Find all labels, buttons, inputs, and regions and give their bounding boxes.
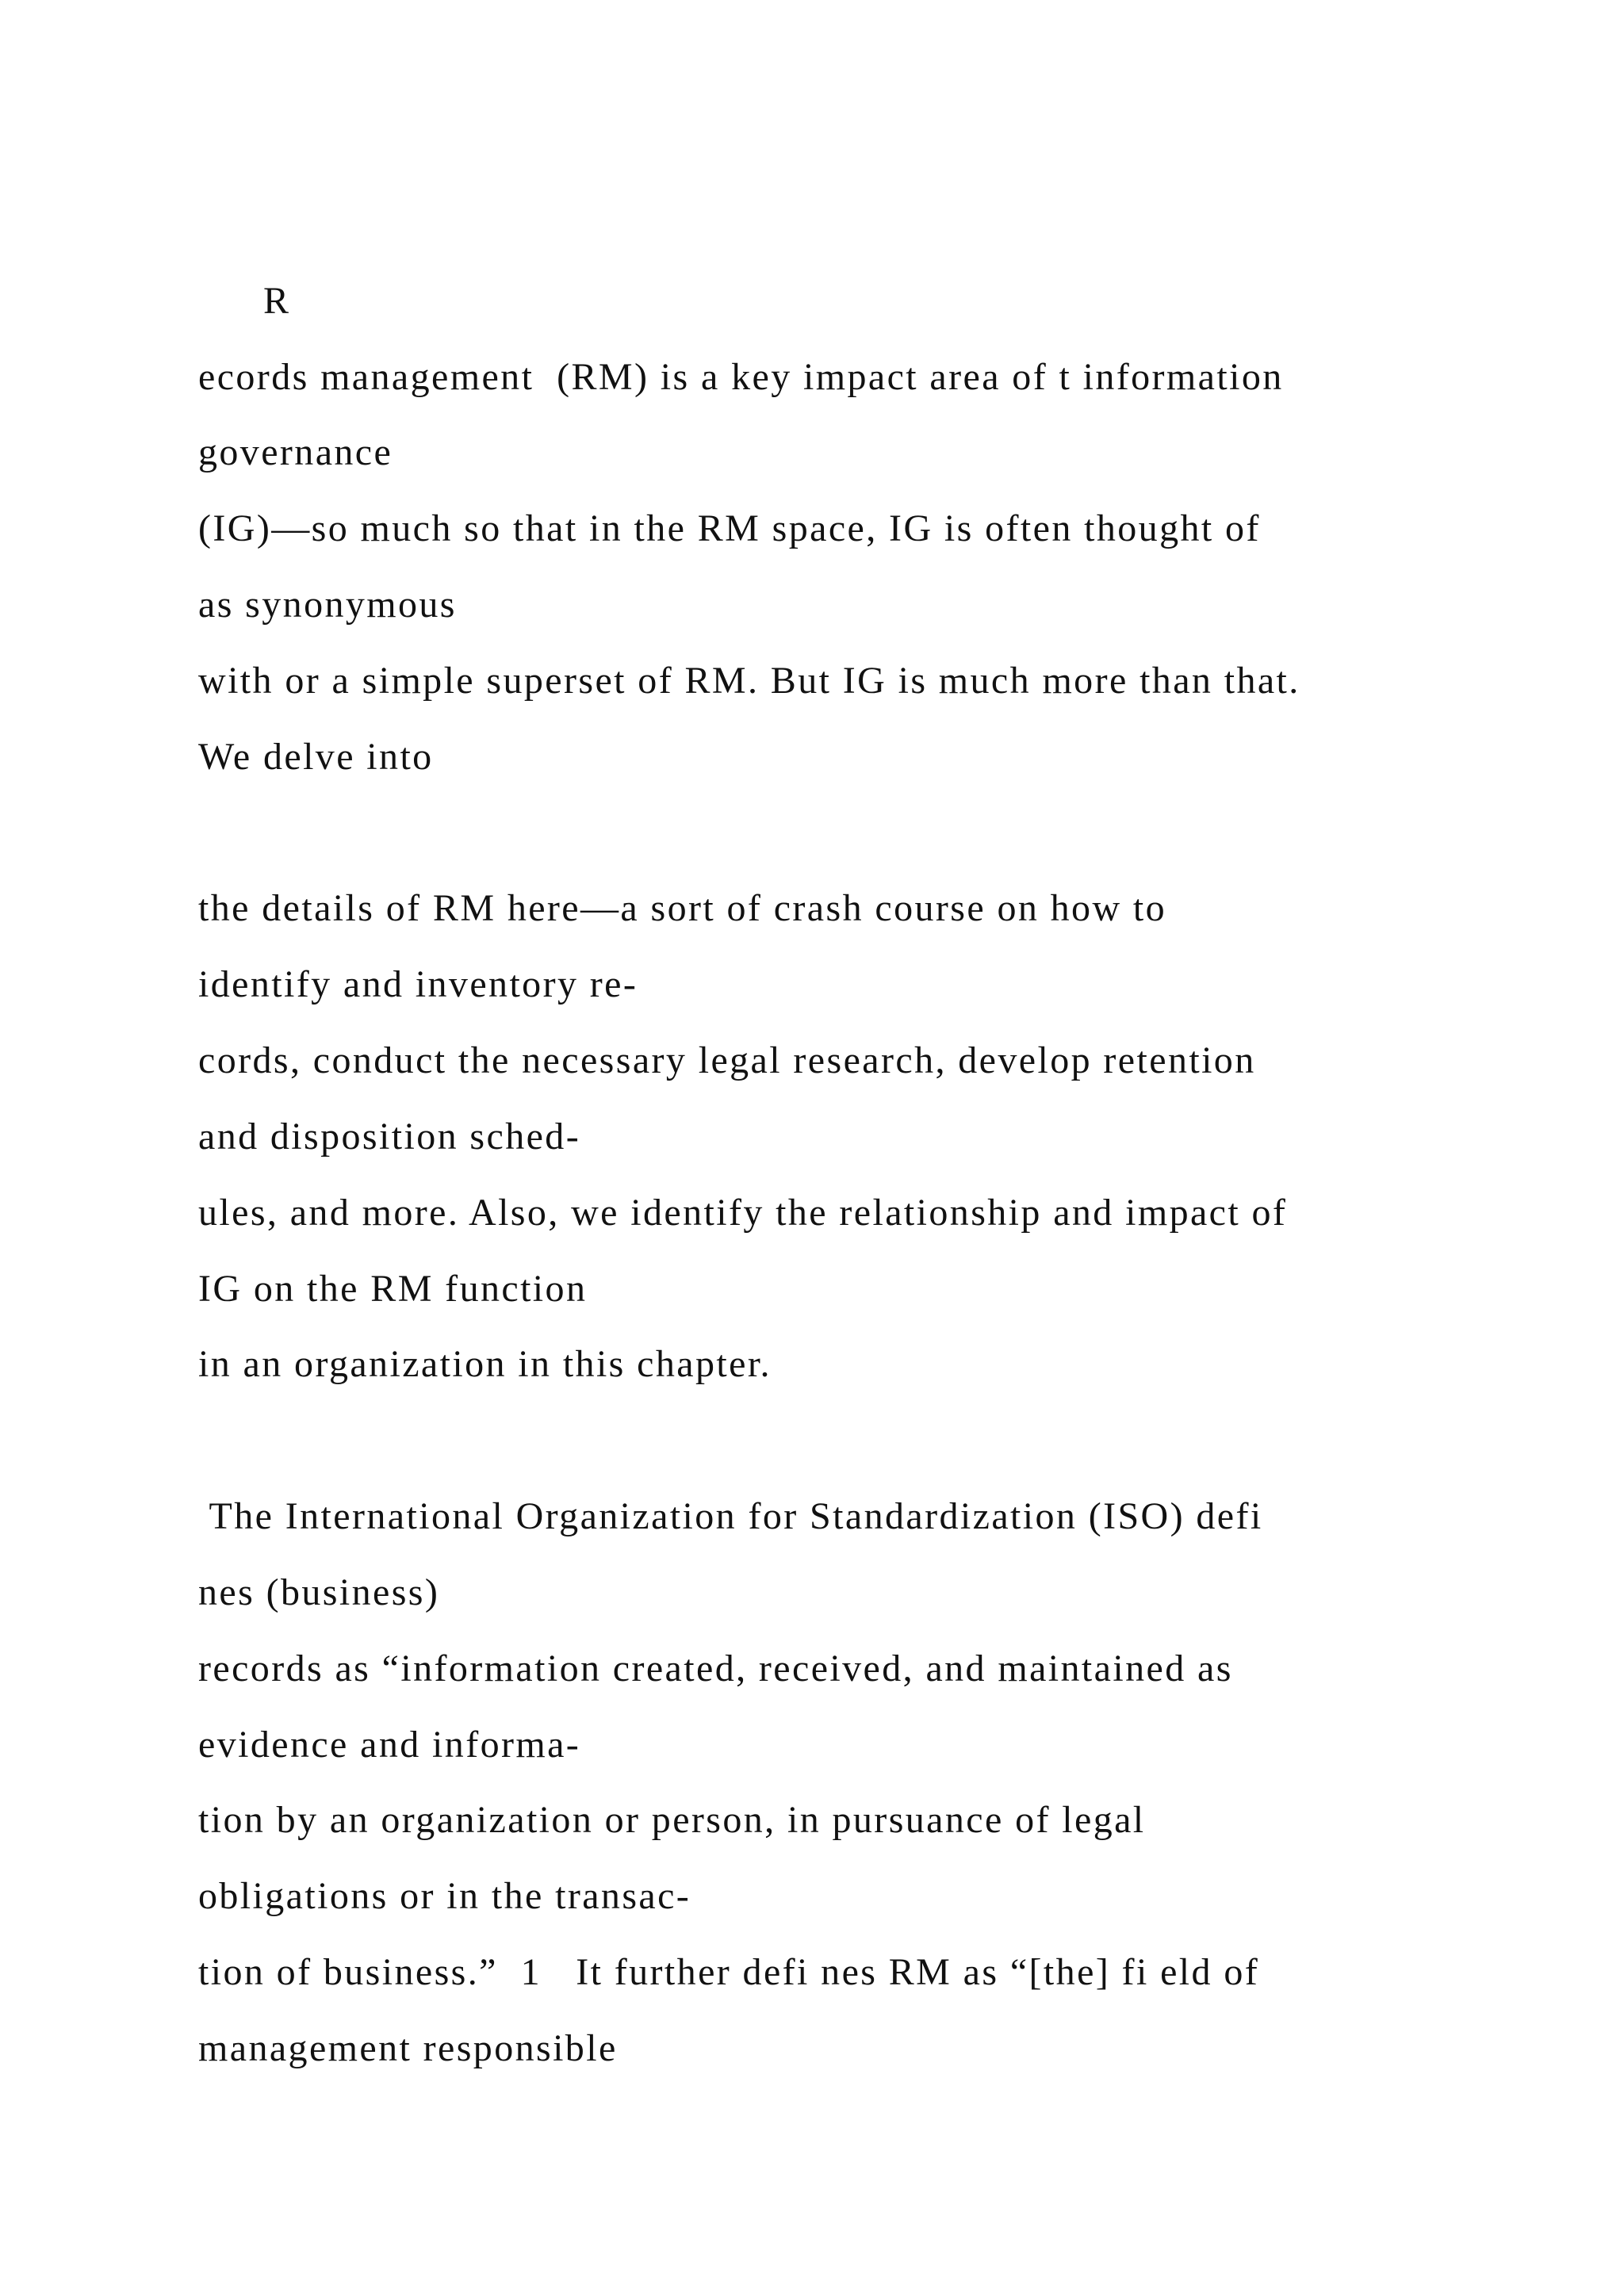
text-line: tion by an organization or person, in pursuance of legal — [198, 1799, 1146, 1841]
text-line: The International Organization for Standardization (ISO) defi — [198, 1495, 1263, 1537]
text-line: management responsible — [198, 2027, 618, 2069]
text-line: with or a simple superset of RM. But IG is much more than that. — [198, 660, 1300, 702]
text-line: in an organization in this chapter. — [198, 1343, 772, 1385]
text-line: evidence and informa- — [198, 1724, 581, 1766]
text-line: the details of RM here—a sort of crash course on how to — [198, 887, 1167, 929]
text-line: cords, conduct the necessary legal research, develop retention — [198, 1039, 1256, 1081]
text-line: as synonymous — [198, 584, 457, 626]
text-line: nes (business) — [198, 1571, 440, 1613]
text-line: records as “information created, received, and maintained as — [198, 1647, 1233, 1689]
text-line: (IG)—so much so that in the RM space, IG is often thought of — [198, 507, 1261, 549]
text-line: tion of business.” 1 It further defi nes RM as “[the] fi eld of — [198, 1951, 1260, 1993]
text-line: identify and inventory re- — [198, 963, 638, 1005]
drop-cap-letter: R — [263, 280, 291, 322]
text-line: We delve into — [198, 736, 434, 778]
text-line: ecords management (RM) is a key impact area of t information — [198, 356, 1284, 398]
text-line: IG on the RM function — [198, 1268, 588, 1310]
text-line: ules, and more. Also, we identify the relationship and impact of — [198, 1192, 1288, 1234]
text-line: governance — [198, 431, 393, 473]
text-line: obligations or in the transac- — [198, 1875, 691, 1917]
text-line: and disposition sched- — [198, 1115, 581, 1158]
